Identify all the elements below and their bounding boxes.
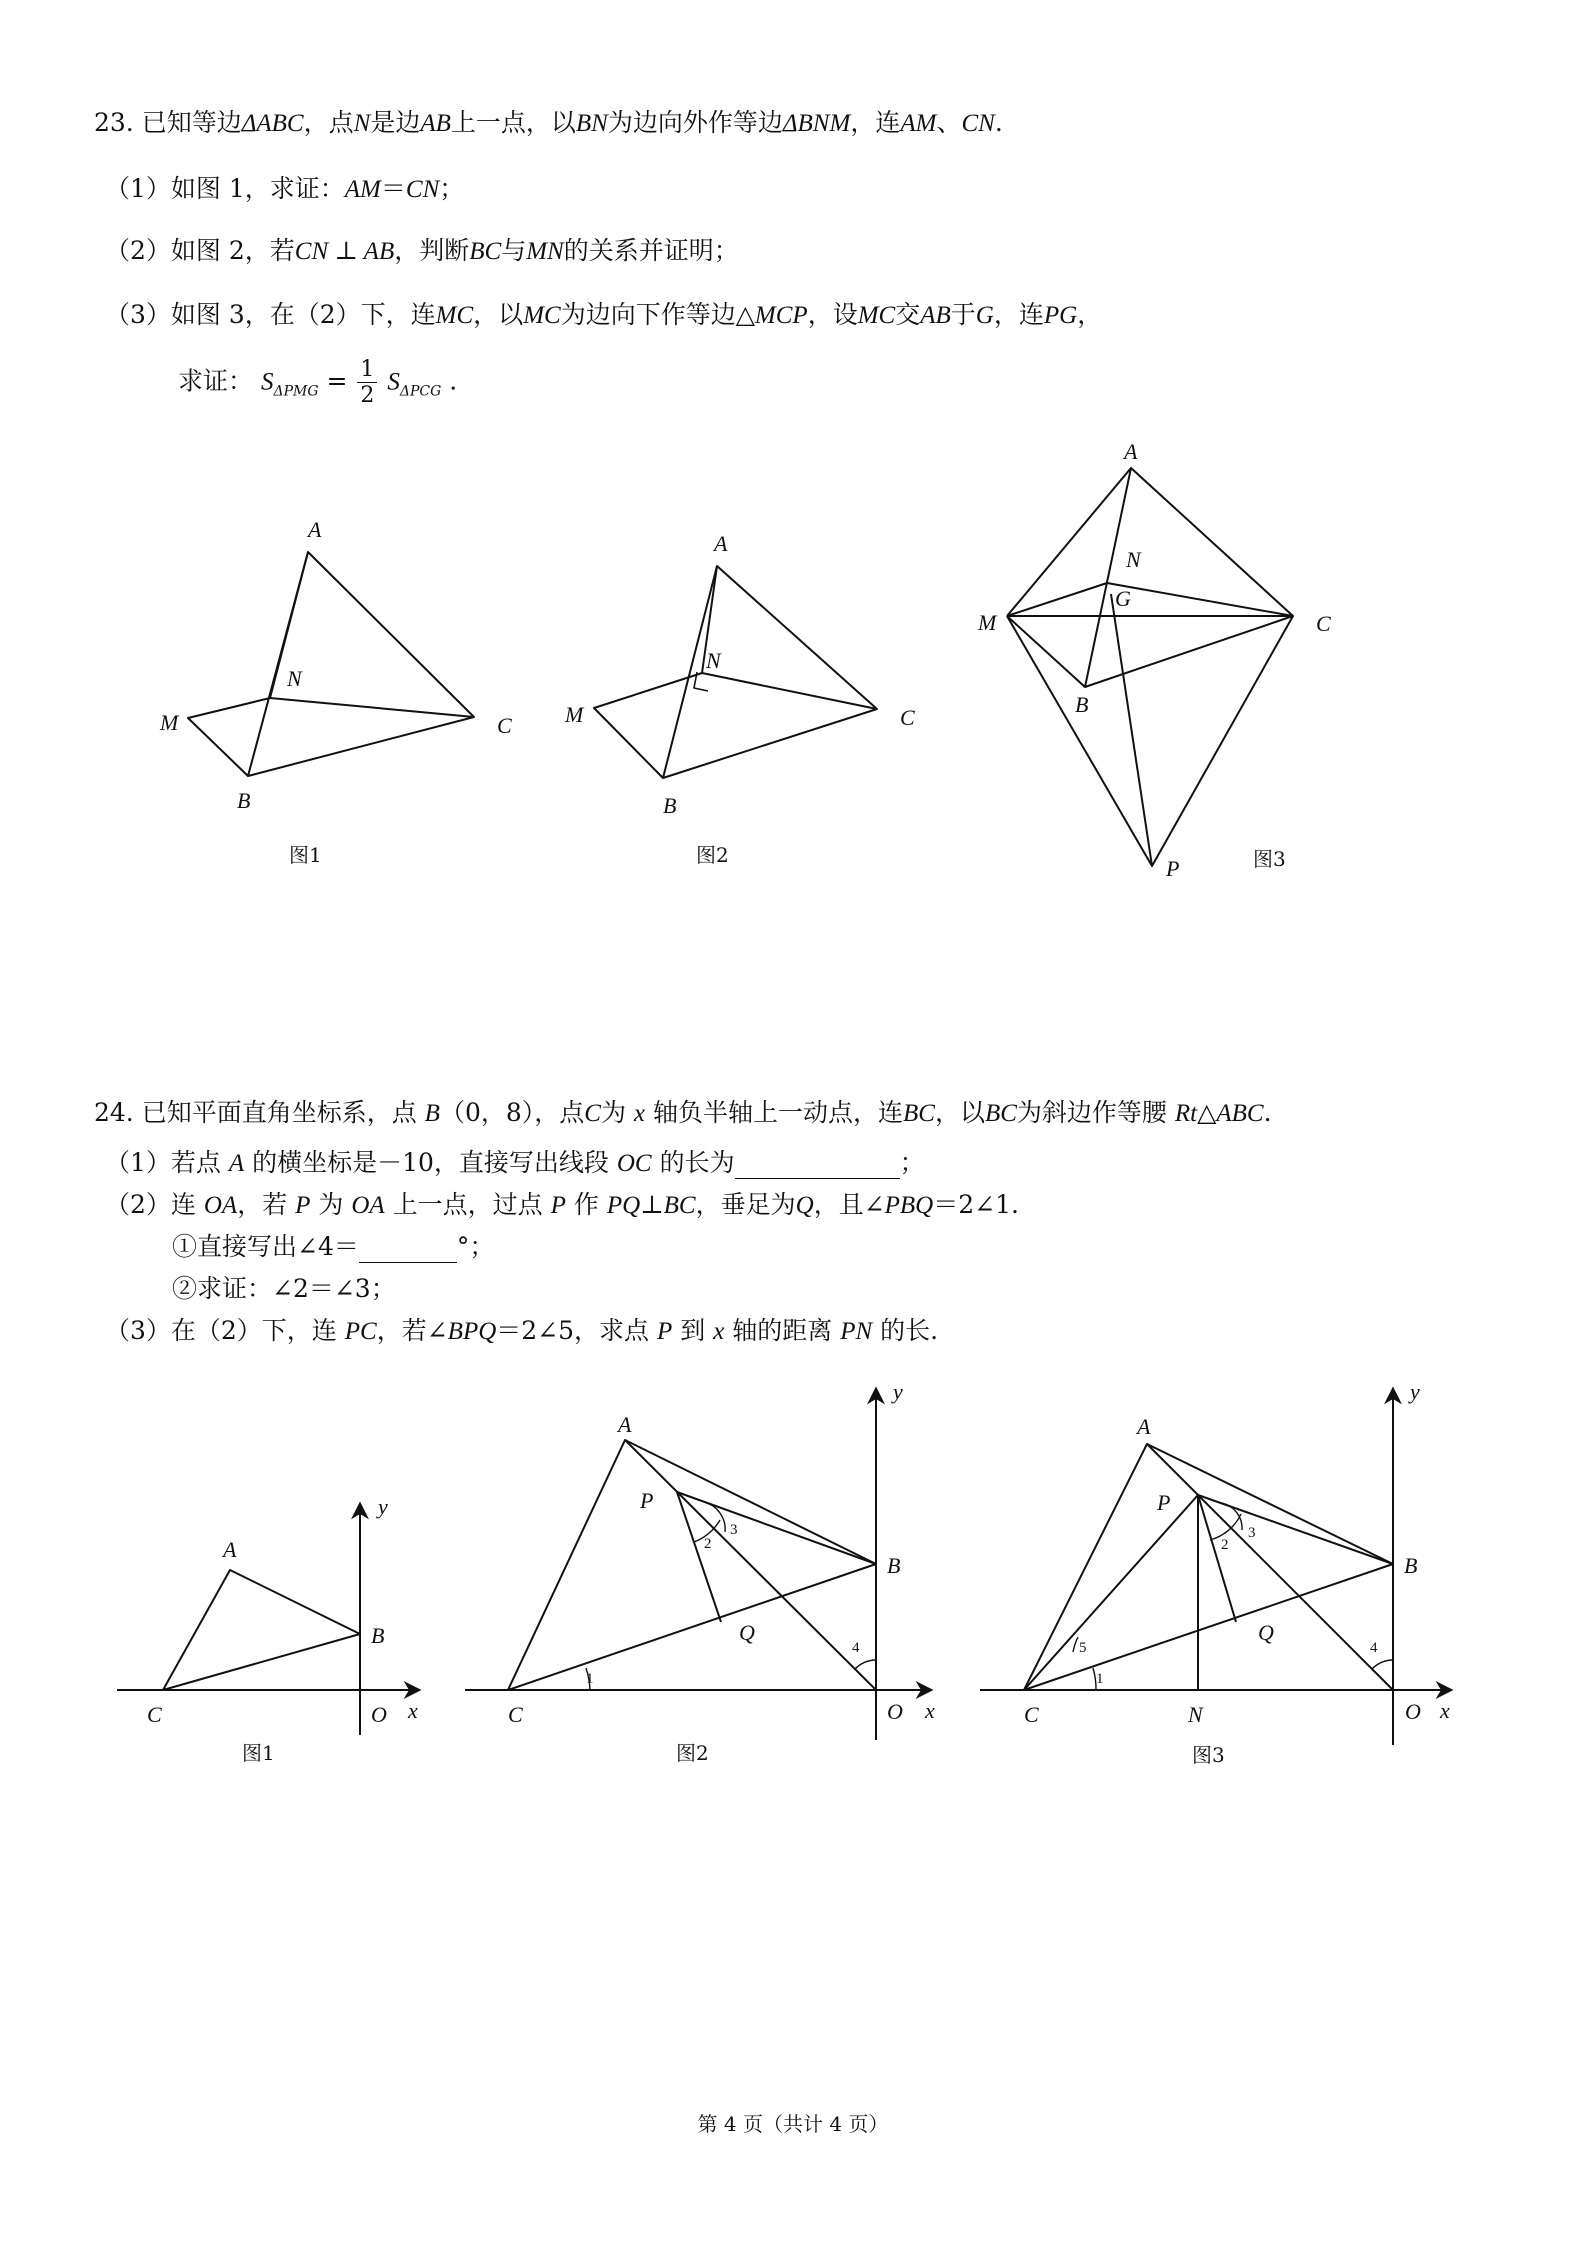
page-footer: 第 4 页（共计 4 页）	[697, 2112, 889, 2136]
q24-part2a: ①直接写出∠4＝ °；	[172, 1232, 495, 1261]
q24-fig3-label-y: y	[1410, 1379, 1420, 1404]
q24-fig3-angle-2: 2	[1221, 1537, 1229, 1553]
q24-fig3-label-C: C	[1024, 1702, 1039, 1727]
q24-fig2-angle-3: 3	[730, 1522, 738, 1538]
fig2-label-C: C	[900, 705, 915, 730]
q24-fig2-caption: 图2	[676, 1741, 709, 1765]
fig3-label-P: P	[1166, 856, 1180, 881]
q24-fig3-label-B: B	[1404, 1553, 1418, 1578]
q24-fig2-label-y: y	[893, 1379, 903, 1404]
q24-fig3-label-N: N	[1188, 1702, 1203, 1727]
q24-part2b: ②求证：∠2＝∠3；	[172, 1274, 396, 1303]
q24-fig3-label-P: P	[1157, 1490, 1171, 1515]
q24-fig1-label-x: x	[408, 1698, 418, 1723]
q24-fig1-label-C: C	[147, 1702, 162, 1727]
fig1-label-A: A	[308, 517, 322, 542]
q24-fig3-label-A: A	[1137, 1414, 1151, 1439]
fig3-label-B: B	[1075, 692, 1089, 717]
fig2-caption: 图2	[696, 843, 729, 867]
fig1-label-B: B	[237, 788, 251, 813]
q24-fig2-label-C: C	[508, 1702, 523, 1727]
fig2-label-M: M	[565, 702, 584, 727]
q24-fig2-angle-1: 1	[586, 1671, 594, 1687]
q24-fig1-label-B: B	[371, 1623, 385, 1648]
q24-fig2-angle-2: 2	[704, 1536, 712, 1552]
q24-fig2-label-Q: Q	[739, 1620, 755, 1645]
fig1-label-N: N	[287, 666, 302, 691]
q23-stem: 23. 已知等边ΔABC，点N是边AB上一点，以BN为边向外作等边ΔBNM，连AM、CN.	[94, 108, 1003, 137]
fig3-label-N: N	[1126, 547, 1141, 572]
q24-fig1-label-O: O	[371, 1702, 387, 1727]
q24-fig2-label-B: B	[887, 1553, 901, 1578]
fig1-label-C: C	[497, 713, 512, 738]
fig3-label-G: G	[1115, 586, 1131, 611]
fig1-caption: 图1	[289, 843, 322, 867]
fraction-one-half: $\frac{1}{2}$	[357, 357, 377, 409]
q24-fig3-caption: 图3	[1192, 1743, 1225, 1767]
q24-fig3-label-x: x	[1440, 1698, 1450, 1723]
fig2-label-N: N	[706, 648, 721, 673]
q24-part1: （1）若点 A 的横坐标是－10，直接写出线段 OC 的长为 ；	[105, 1148, 925, 1177]
q24-part3: （3）在（2）下，连 PC，若∠BPQ＝2∠5，求点 P 到 x 轴的距离 PN 的长.	[105, 1316, 939, 1345]
q24-fig3-angle-5: 5	[1079, 1640, 1087, 1656]
fig2-label-A: A	[714, 531, 728, 556]
q24-part2: （2）连 OA，若 P 为 OA 上一点，过点 P 作 PQ⊥BC，垂足为Q，且∠PBQ＝2∠1.	[105, 1190, 1019, 1219]
q24-fig2-lines	[465, 1390, 930, 1740]
fig3-caption: 图3	[1253, 847, 1286, 871]
q24-fig1-lines	[117, 1505, 418, 1735]
q23-part3: （3）如图 3，在（2）下，连MC，以MC为边向下作等边△MCP，设MC交AB于G，连PG，	[105, 300, 1103, 329]
fig2-label-B: B	[663, 793, 677, 818]
q23-part2: （2）如图 2，若CN ⊥ AB，判断BC与MN的关系并证明；	[105, 236, 739, 265]
fig1-label-M: M	[160, 710, 179, 735]
q24-fig3-lines	[980, 1390, 1450, 1745]
q24-stem: 24. 已知平面直角坐标系，点 B（0，8），点C为 x 轴负半轴上一动点，连BC，以BC为斜边作等腰 Rt△ABC.	[94, 1098, 1272, 1127]
q24-fig2-angle-4: 4	[852, 1640, 860, 1656]
q24-fig2-label-P: P	[640, 1488, 654, 1513]
q24-fig1-caption: 图1	[242, 1741, 275, 1765]
fig3-label-C: C	[1316, 611, 1331, 636]
q24-fig1-label-A: A	[223, 1537, 237, 1562]
q24-fig3-label-O: O	[1405, 1699, 1421, 1724]
q24-fig3-angle-3: 3	[1248, 1525, 1256, 1541]
q24-fig3-angle-1: 1	[1096, 1671, 1104, 1687]
q24-fig2-label-A: A	[618, 1412, 632, 1437]
fig3-label-M: M	[978, 610, 997, 635]
q24-fig2-label-O: O	[887, 1699, 903, 1724]
q24-fig3-angle-4: 4	[1370, 1640, 1378, 1656]
q23-prove-line: 求证： $S_{\Delta PMG}$ = $\frac{1}{2}$ $S_{\Delta PCG}$ .	[178, 357, 458, 409]
q24-fig2-label-x: x	[925, 1698, 935, 1723]
q23-part1: （1）如图 1，求证：AM＝CN；	[105, 174, 465, 203]
fig3-label-A: A	[1124, 439, 1138, 464]
q24-fig3-label-Q: Q	[1258, 1620, 1274, 1645]
q24-fig1-label-y: y	[378, 1494, 388, 1519]
